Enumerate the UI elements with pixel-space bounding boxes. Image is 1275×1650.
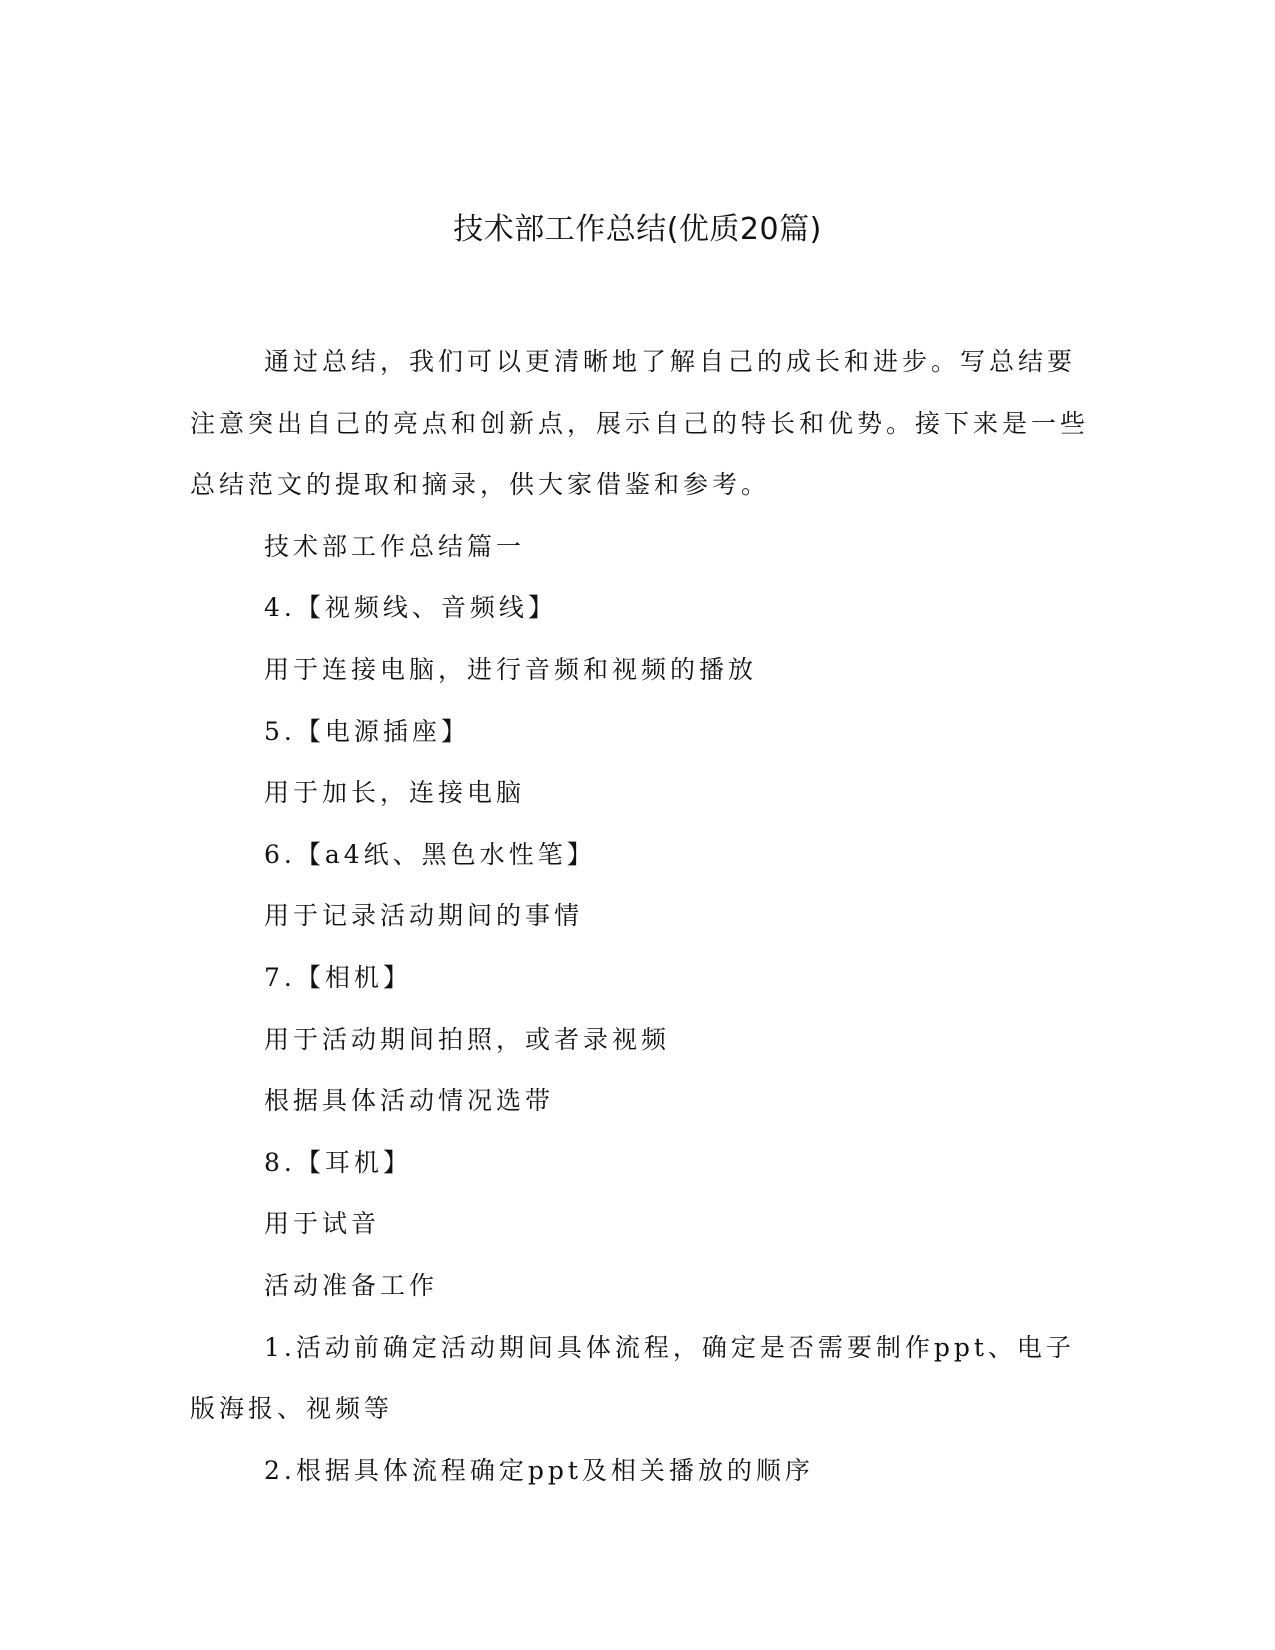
subsection-heading: 活动准备工作: [264, 1270, 439, 1300]
step-paragraph: 2.根据具体流程确定ppt及相关播放的顺序: [264, 1455, 814, 1485]
document-body: [190, 331, 1090, 1501]
item-description: 用于活动期间拍照，或者录视频: [264, 1024, 671, 1054]
item-heading: 6.【a4纸、黑色水性笔】: [264, 839, 596, 869]
item-description: 用于试音: [264, 1209, 381, 1239]
document-title: 技术部工作总结(优质20篇): [453, 212, 822, 247]
item-description: 用于加长，连接电脑: [264, 778, 526, 808]
item-heading: 8.【耳机】: [264, 1147, 412, 1177]
item-description: 用于连接电脑，进行音频和视频的播放: [264, 654, 758, 684]
item-note: 根据具体活动情况选带: [264, 1086, 555, 1116]
intro-paragraph: 通过总结，我们可以更清晰地了解自己的成长和进步。写总结要注意突出自己的亮点和创新点，展示自己的特长和优势。接下来是一些总结范文的提取和摘录，供大家借鉴和参考。: [190, 347, 1090, 500]
item-heading: 4.【视频线、音频线】: [264, 593, 557, 623]
step-paragraph: 1.活动前确定活动期间具体流程，确定是否需要制作ppt、电子版海报、视频等: [190, 1332, 1075, 1424]
item-description: 用于记录活动期间的事情: [264, 901, 584, 931]
section-heading: 技术部工作总结篇一: [264, 531, 526, 561]
item-heading: 7.【相机】: [264, 962, 412, 992]
item-heading: 5.【电源插座】: [264, 716, 470, 746]
